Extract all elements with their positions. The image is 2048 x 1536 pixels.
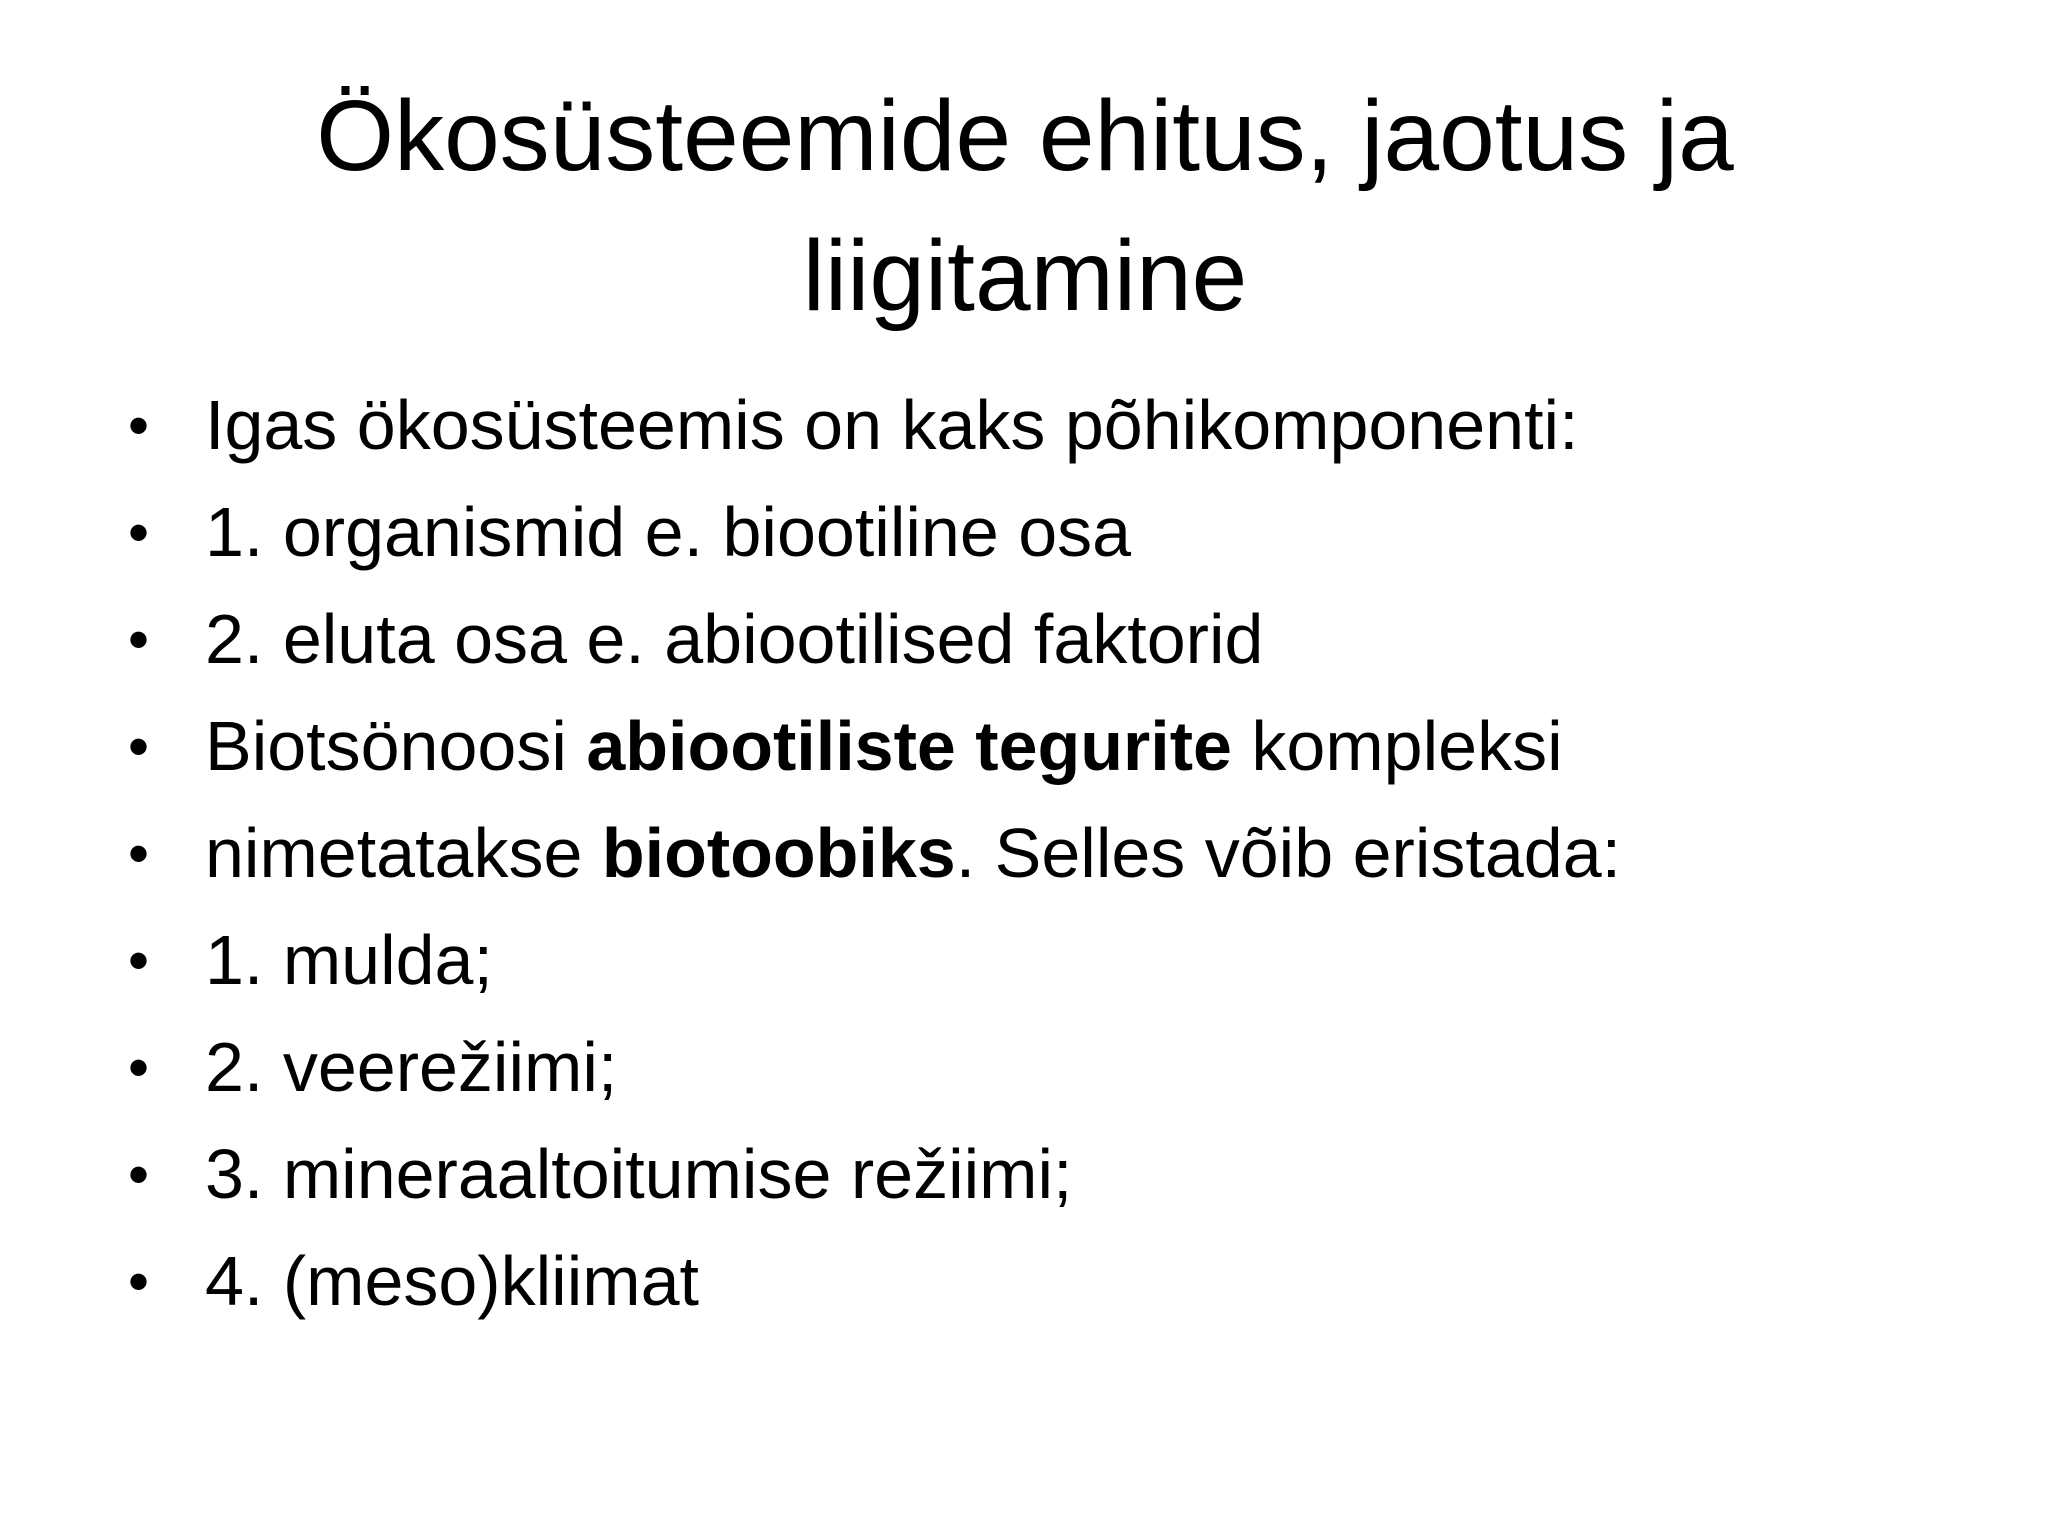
bullet-dot-icon: • (128, 713, 150, 780)
slide-title-line-1: Ökosüsteemide ehitus, jaotus ja (316, 80, 1734, 192)
bullet-text: 4. (meso)kliimat (205, 1242, 699, 1320)
bullet-item-5 (120, 800, 1920, 907)
bullet-item-2 (120, 479, 1920, 586)
bullet-item-3 (120, 586, 1920, 693)
bullet-dot-icon: • (128, 927, 150, 994)
bullet-text-bold: biotoobiks (601, 814, 956, 892)
bullet-dot-icon: • (128, 820, 150, 887)
bullet-dot-icon: • (128, 606, 150, 673)
bullet-item-8 (120, 1121, 1920, 1228)
bullet-text: 2. veerežiimi; (205, 1028, 618, 1106)
bullet-item-4 (120, 693, 1920, 800)
bullet-text-post: . Selles võib eristada: (955, 814, 1622, 892)
bullet-list (120, 372, 1920, 1335)
bullet-text-bold: abiootiliste tegurite (586, 707, 1232, 785)
bullet-dot-icon: • (128, 499, 150, 566)
bullet-text: 1. organismid e. biootiline osa (205, 493, 1132, 571)
bullet-dot-icon: • (128, 1248, 150, 1315)
bullet-text: 1. mulda; (205, 921, 493, 999)
bullet-dot-icon: • (128, 392, 150, 459)
bullet-dot-icon: • (128, 1034, 150, 1101)
bullet-dot-icon: • (128, 1141, 150, 1208)
bullet-item-6 (120, 907, 1920, 1014)
slide-title-line-2: liigitamine (802, 220, 1248, 332)
bullet-item-9 (120, 1228, 1920, 1335)
bullet-text-pre: nimetatakse (205, 814, 602, 892)
bullet-item-7 (120, 1014, 1920, 1121)
bullet-text: 3. mineraaltoitumise režiimi; (205, 1135, 1073, 1213)
slide-title (140, 66, 1910, 346)
bullet-item-1 (120, 372, 1920, 479)
bullet-text: 2. eluta osa e. abiootilised faktorid (205, 600, 1264, 678)
bullet-text: Igas ökosüsteemis on kaks põhikomponenti: (205, 386, 1579, 464)
bullet-text-pre: Biotsönoosi (205, 707, 587, 785)
bullet-text-post: kompleksi (1231, 707, 1563, 785)
